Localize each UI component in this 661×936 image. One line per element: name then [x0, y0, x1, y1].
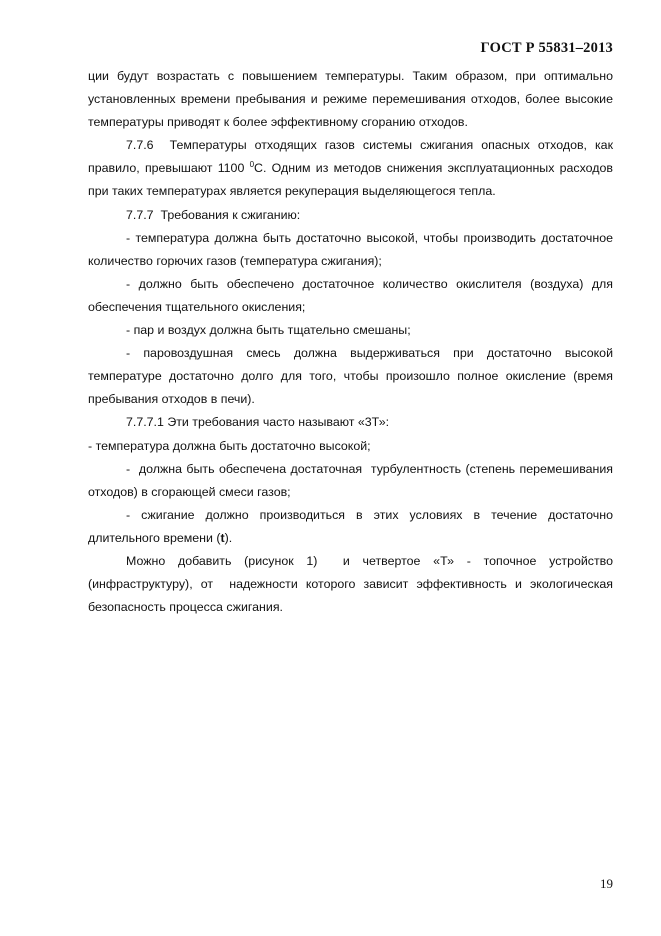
time-symbol: t	[220, 530, 225, 545]
document-body	[88, 65, 617, 619]
document-header: ГОСТ Р 55831–2013	[480, 40, 613, 56]
paragraph-continuation: ции будут возрастать с повышением температуры. Таким образом, при оптимально установленных времени пребывания и режиме перемешивания отходов, более высокие температуры приводят к более эффективному сгоранию отходов.	[88, 69, 617, 130]
paragraph-text: - сжигание должно производиться в этих условиях в течение достаточно длительного времени (	[88, 507, 617, 545]
list-item: - должна быть обеспечена достаточная турбулентность (степень перемешивания отходов) в сгорающей смеси газов;	[88, 461, 617, 499]
paragraph-7-7-7: 7.7.7 Требования к сжиганию:	[126, 207, 301, 222]
paragraph-7-7-7-1: 7.7.7.1 Эти требования часто называют «3Т»:	[126, 415, 390, 430]
list-item: - температура должна быть достаточно высокой;	[88, 438, 371, 453]
list-item: - паровоздушная смесь должна выдерживаться при достаточно высокой температуре достаточно долго для того, чтобы произошло полное окисление (время пребывания отходов в печи).	[88, 346, 617, 407]
list-item: - пар и воздух должна быть тщательно смешаны;	[126, 323, 411, 338]
list-item: - должно быть обеспечено достаточное количество окислителя (воздуха) для обеспечения тщательного окисления;	[88, 276, 617, 314]
list-item: - температура должна быть достаточно высокой, чтобы производить достаточное количество горючих газов (температура сжигания);	[88, 230, 617, 268]
paragraph-text: С. Одним из методов снижения эксплуатационных расходов при таких температурах является рекуперация выделяющегося тепла.	[88, 161, 617, 199]
paragraph-7-7-6	[88, 134, 617, 203]
paragraph-text: ).	[224, 530, 233, 545]
paragraph-addition: Можно добавить (рисунок 1) и четвертое «Т» - топочное устройство (инфраструктуру), от надежности которого зависит эффективность и экологическая безопасность процесса сжигания.	[88, 553, 617, 615]
paragraph-text: 7.7.6 Температуры отходящих газов системы сжигания опасных отходов, как правило, превышают 1100	[88, 138, 617, 176]
list-item	[88, 504, 617, 550]
degree-superscript: 0	[249, 160, 255, 170]
page-number: 19	[600, 876, 613, 891]
